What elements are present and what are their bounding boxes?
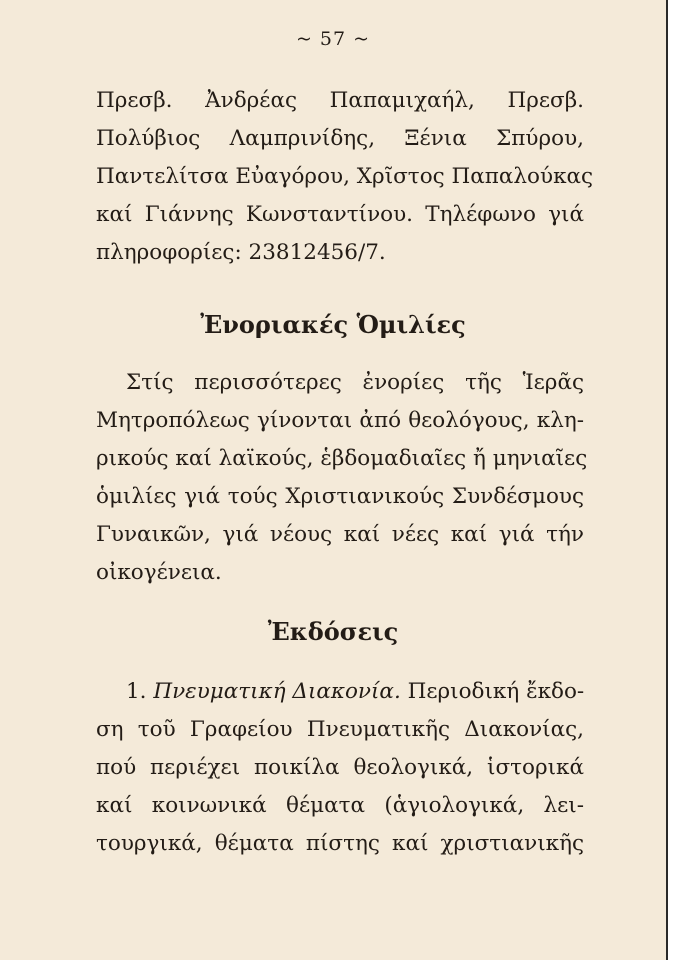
publications-paragraph <box>96 673 584 863</box>
page-number: ~ 57 ~ <box>295 28 371 50</box>
text-line: οἰκογένεια. <box>96 560 222 585</box>
text-line: καί Γιάννης Κωνσταντίνου. Τηλέφωνο γιά <box>96 202 584 227</box>
publication-title: Πνευματική Διακονία. <box>153 679 401 704</box>
text-line: Γυναικῶν, γιά νέους καί νέες καί γιά τήν <box>96 522 584 547</box>
parish-talks-paragraph <box>96 364 588 592</box>
text-line: καί κοινωνικά θέματα (ἁγιολογικά, λει- <box>96 793 584 818</box>
section-heading-publications: Ἐκδόσεις <box>267 617 399 646</box>
intro-paragraph <box>96 82 594 272</box>
text-line: Μητροπόλεως γίνονται ἀπό θεολόγους, κλη- <box>96 408 584 433</box>
page-edge-divider <box>666 0 668 960</box>
text-line <box>96 673 584 711</box>
text-line: πού περιέχει ποικίλα θεολογικά, ἱστορικά <box>96 755 584 780</box>
text-line: ὁμιλίες γιά τούς Χριστιανικούς Συνδέσμους <box>96 484 584 509</box>
item-number: 1. <box>126 679 147 704</box>
text-line: πληροφορίες: 23812456/7. <box>96 240 386 265</box>
text-line: ση τοῦ Γραφείου Πνευματικῆς Διακονίας, <box>96 717 584 742</box>
text-line: Πολύβιος Λαμπρινίδης, Ξένια Σπύρου, <box>96 126 584 151</box>
text-line: Στίς περισσότερες ἐνορίες τῆς Ἱερᾶς <box>126 370 584 395</box>
text-line: Παντελίτσα Εὐαγόρου, Χρῖστος Παπαλούκας <box>96 164 594 189</box>
text-line: τουργικά, θέματα πίστης καί χριστιανικῆς <box>96 831 584 856</box>
section-heading-parish-talks: Ἐνοριακές Ὁμιλίες <box>200 310 466 339</box>
item-description: Περιοδική ἔκδο- <box>407 679 585 704</box>
text-line: ρικούς καί λαϊκούς, ἑβδομαδιαῖες ἤ μηνιαῖες <box>96 446 588 471</box>
text-line: Πρεσβ. Ἀνδρέας Παπαμιχαήλ, Πρεσβ. <box>96 88 584 113</box>
